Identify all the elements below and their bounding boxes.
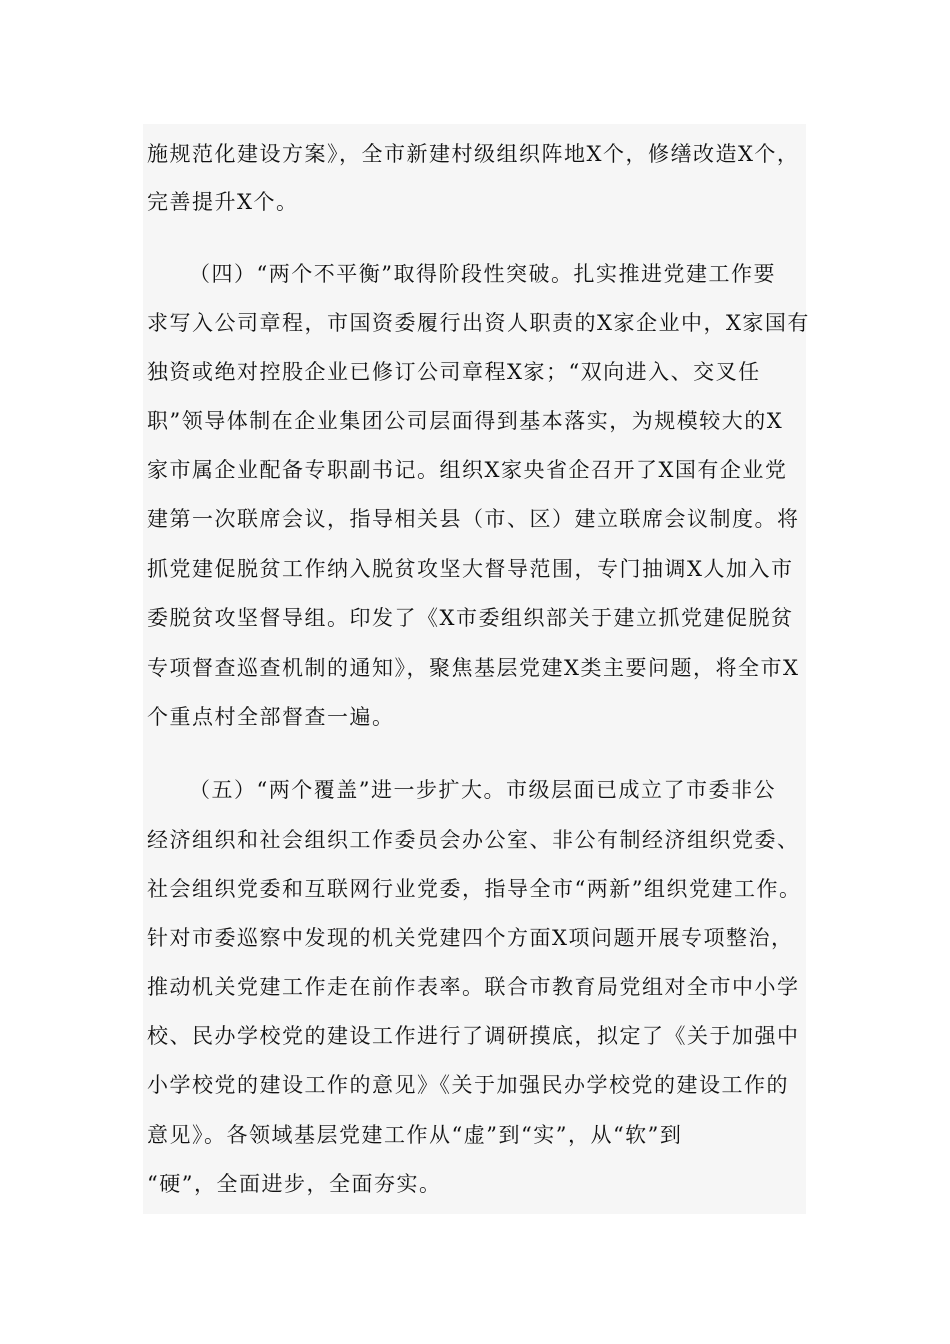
text-line: 推动机关党建工作走在前作表率。联合市教育局党组对全市中小学	[147, 975, 800, 999]
text-line: 经济组织和社会组织工作委员会办公室、非公有制经济组织党委、	[147, 828, 800, 852]
text-line: 校、民办学校党的建设工作进行了调研摸底，拟定了《关于加强中	[147, 1024, 800, 1048]
text-line: 独资或绝对控股企业已修订公司章程X家；“双向进入、交叉任	[147, 360, 761, 384]
text-line: 求写入公司章程，市国资委履行出资人职责的X家企业中，X家国有	[147, 311, 810, 335]
text-line: 施规范化建设方案》，全市新建村级组织阵地X个，修缮改造X个，	[147, 142, 800, 166]
text-line: 委脱贫攻坚督导组。印发了《X市委组织部关于建立抓党建促脱贫	[147, 606, 794, 630]
text-line: 社会组织党委和互联网行业党委，指导全市“两新”组织党建工作。	[147, 877, 802, 901]
text-line: 完善提升X个。	[147, 190, 299, 214]
paragraph-heading-line: （五）“两个覆盖”进一步扩大。市级层面已成立了市委非公	[189, 778, 776, 802]
paragraph-heading-line: （四）“两个不平衡”取得阶段性突破。扎实推进党建工作要	[189, 262, 776, 286]
text-line: 专项督查巡查机制的通知》，聚焦基层党建X类主要问题，将全市X	[147, 656, 800, 680]
text-line: 职”领导体制在企业集团公司层面得到基本落实，为规模较大的X	[147, 409, 784, 433]
text-line: 意见》。各领域基层党建工作从“虚”到“实”，从“软”到	[147, 1123, 683, 1147]
text-line: 建第一次联席会议，指导相关县（市、区）建立联席会议制度。将	[147, 507, 800, 531]
text-line: 小学校党的建设工作的意见》《关于加强民办学校党的建设工作的	[147, 1073, 789, 1097]
text-line: 针对市委巡察中发现的机关党建四个方面X项问题开展专项整治，	[147, 926, 794, 950]
text-line: 个重点村全部督查一遍。	[147, 705, 395, 729]
text-line: 抓党建促脱贫工作纳入脱贫攻坚大督导范围，专门抽调X人加入市	[147, 557, 794, 581]
text-line: 家市属企业配备专职副书记。组织X家央省企召开了X国有企业党	[147, 458, 788, 482]
text-line: “硬”，全面进步，全面夯实。	[147, 1172, 442, 1196]
